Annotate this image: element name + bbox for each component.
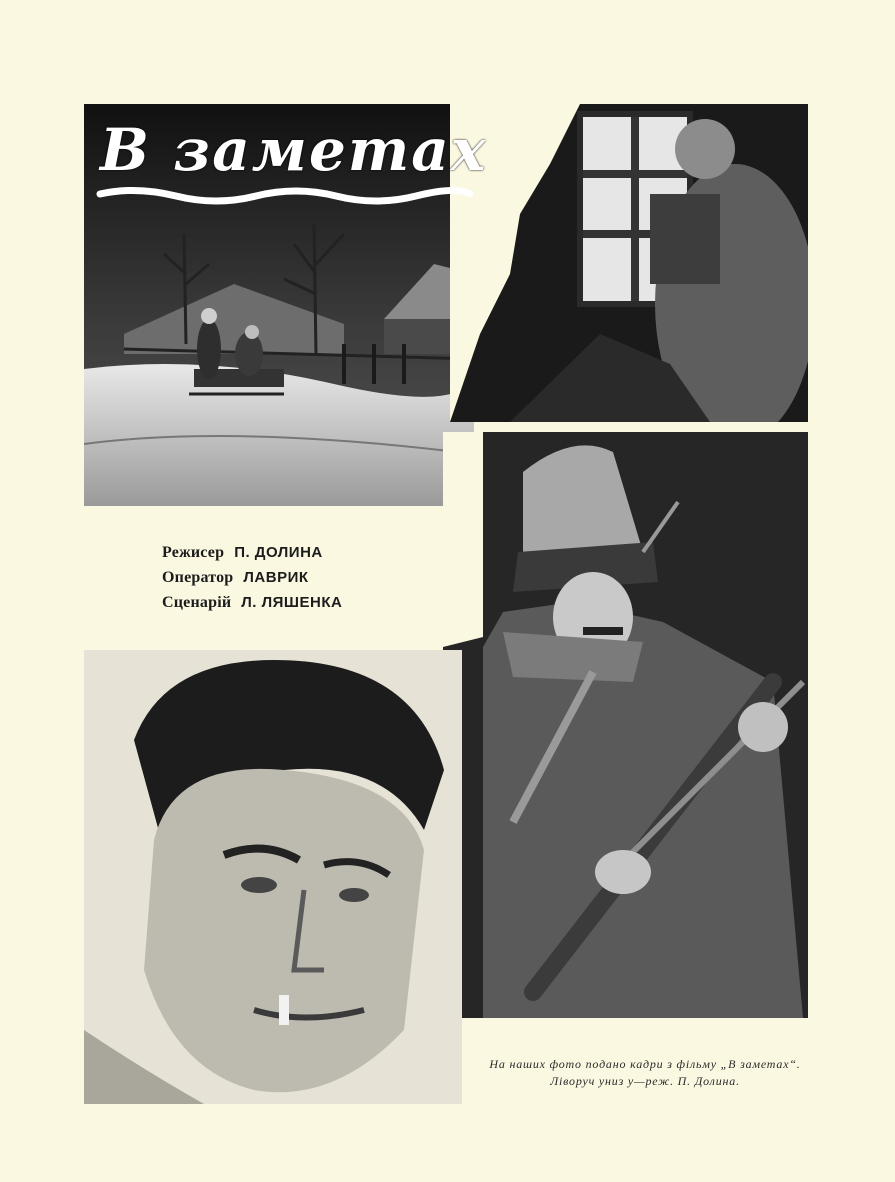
film-credits xyxy=(162,540,432,615)
title-underline-flourish xyxy=(96,184,474,208)
credit-name: Л. ЛЯШЕНКА xyxy=(241,594,343,611)
credit-role: Режисер xyxy=(162,544,225,561)
credit-name: ЛАВРИК xyxy=(243,569,309,586)
credit-name: П. ДОЛИНА xyxy=(234,544,323,561)
film-still-soldier-photo xyxy=(443,432,808,1018)
caption-line-1: На наших фото подано кадри з фільму „В заметах“. xyxy=(489,1057,801,1071)
credit-cinematographer xyxy=(162,565,432,590)
director-portrait-photo xyxy=(84,650,462,1104)
credit-role: Сценарій xyxy=(162,594,232,611)
credit-screenplay xyxy=(162,590,432,615)
film-title xyxy=(92,108,488,212)
film-still-window-photo xyxy=(450,104,808,422)
credit-director xyxy=(162,540,432,565)
credit-role: Оператор xyxy=(162,569,234,586)
photo-caption xyxy=(470,1056,820,1090)
caption-line-2: Ліворуч униз у—реж. П. Долина. xyxy=(550,1074,740,1088)
film-title-text: В заметах xyxy=(100,116,488,184)
